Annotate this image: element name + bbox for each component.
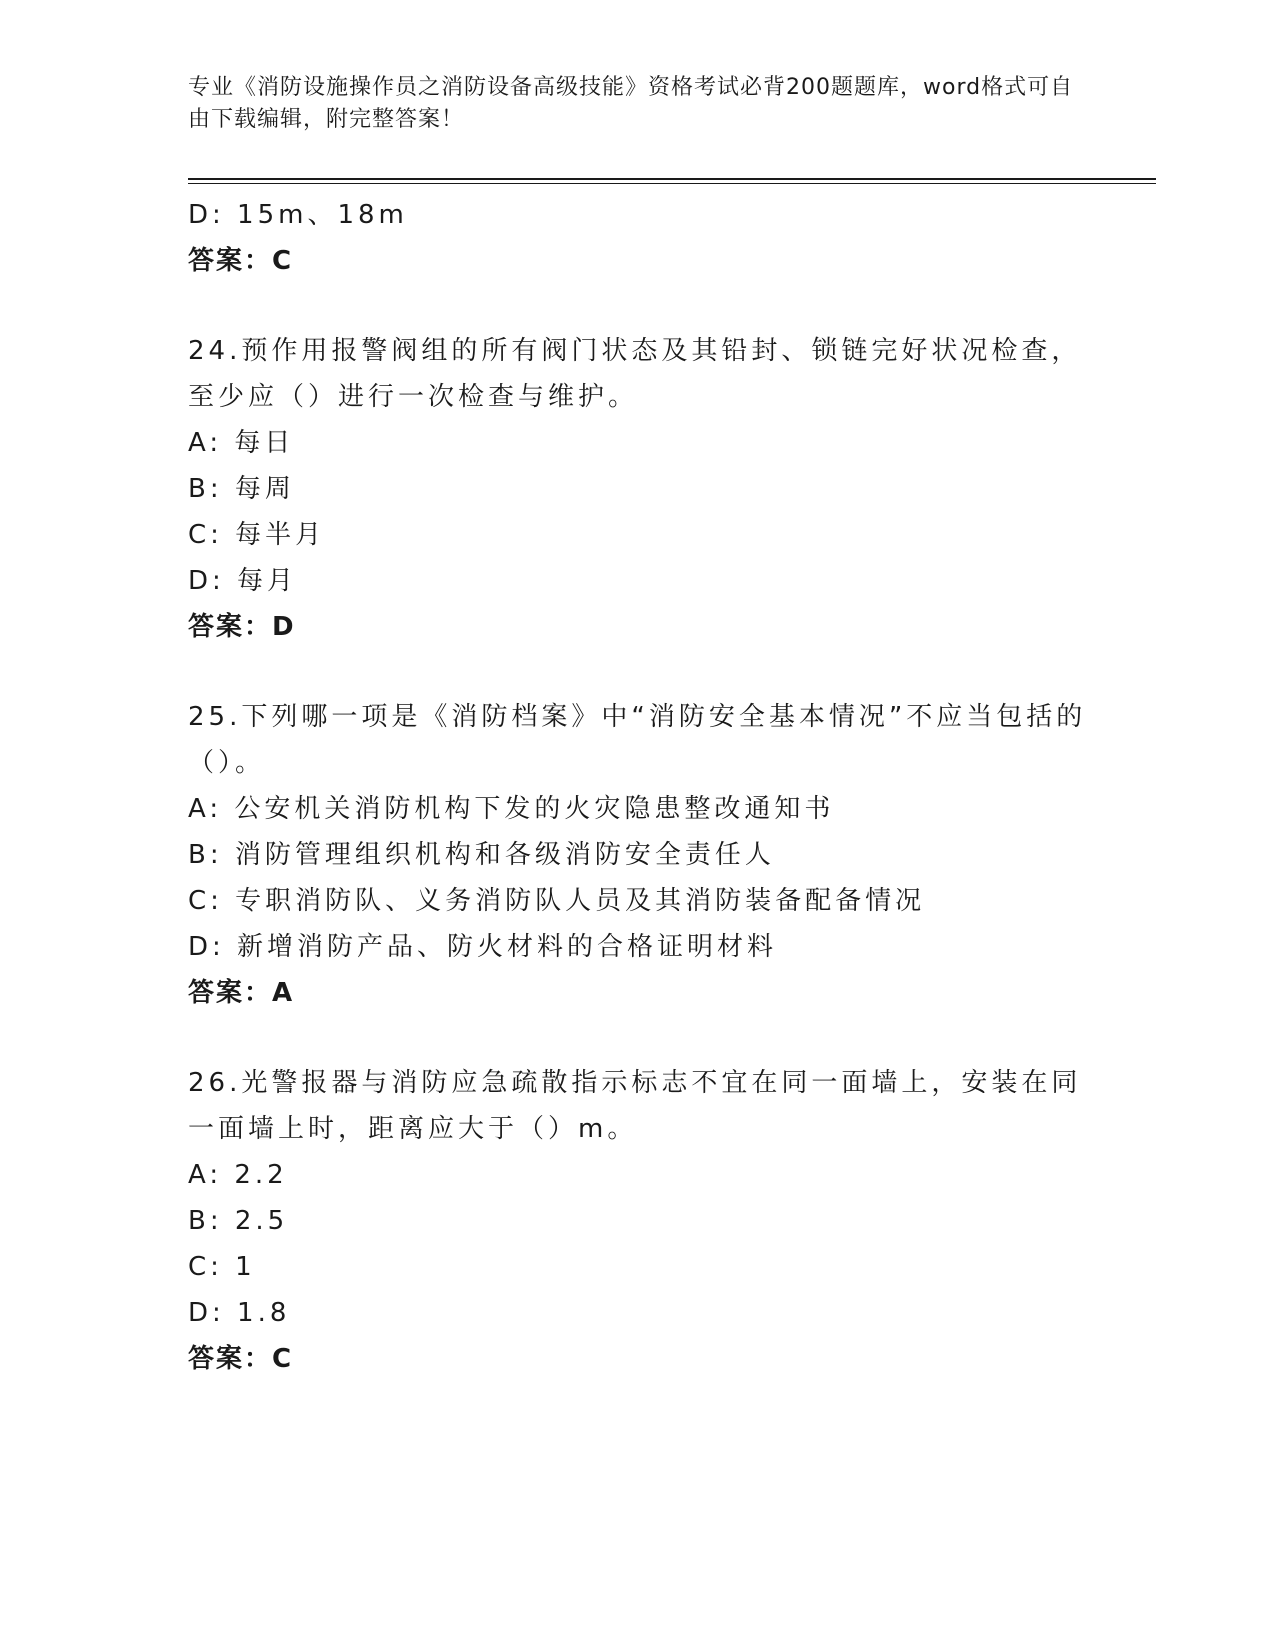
option-b: B: 消防管理组织机构和各级消防安全责任人 [188, 840, 775, 870]
header-divider-thin [188, 183, 1156, 184]
header-divider-thick [188, 178, 1156, 180]
document-header: 专业《消防设施操作员之消防设备高级技能》资格考试必背200题题库，word格式可自由下载编辑，附完整答案！ [188, 75, 1074, 132]
question-26 [188, 1060, 1088, 1382]
question-stem: 25.下列哪一项是《消防档案》中“消防安全基本情况”不应当包括的（）。 [188, 702, 1087, 778]
option-c: C: 专职消防队、义务消防队人员及其消防装备配备情况 [188, 886, 926, 916]
question-stem: 24.预作用报警阀组的所有阀门状态及其铅封、锁链完好状况检查，至少应（）进行一次检查与维护。 [188, 336, 1082, 412]
option-c: C: 每半月 [188, 520, 326, 550]
option-d: D: 1.8 [188, 1298, 291, 1328]
option-b: B: 2.5 [188, 1206, 289, 1236]
option-d: D: 新增消防产品、防火材料的合格证明材料 [188, 932, 778, 962]
question-answer: 答案：C [188, 1344, 294, 1374]
question-24 [188, 328, 1088, 650]
option-a: A: 公安机关消防机构下发的火灾隐患整改通知书 [188, 794, 835, 824]
option-b: B: 每周 [188, 474, 295, 504]
question-stem: 26.光警报器与消防应急疏散指示标志不宜在同一面墙上，安装在同一面墙上时，距离应大于（）m。 [188, 1068, 1082, 1144]
option-a: A: 2.2 [188, 1160, 288, 1190]
question-answer: 答案：A [188, 978, 295, 1008]
question-list [188, 192, 1088, 1382]
continued-option-d: D: 15m、18m [188, 200, 408, 230]
question-25 [188, 694, 1088, 1016]
option-c: C: 1 [188, 1252, 256, 1282]
option-d: D: 每月 [188, 566, 298, 596]
continued-answer: 答案：C [188, 246, 294, 276]
option-a: A: 每日 [188, 428, 295, 458]
question-answer: 答案：D [188, 612, 296, 642]
